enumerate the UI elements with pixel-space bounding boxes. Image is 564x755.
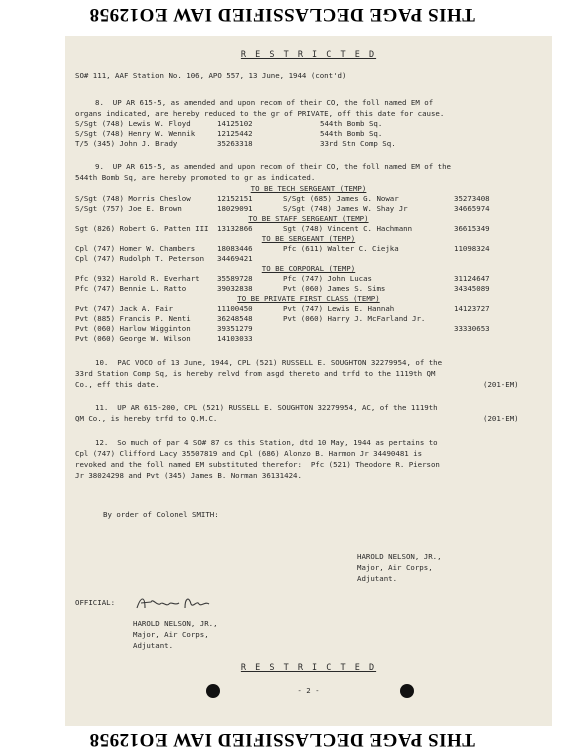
promotion-serial: 11098324 xyxy=(454,244,490,253)
reduction-name: S/Sgt (748) Lewis W. Floyd xyxy=(75,119,191,128)
by-order-line: By order of Colonel SMITH: xyxy=(103,510,219,519)
section-heading: TO BE SERGEANT (TEMP) xyxy=(261,234,356,243)
reduction-serial: 12125442 xyxy=(217,129,253,138)
promotion-name: S/Sgt (685) James G. Nowar xyxy=(283,194,399,203)
signature-title: Adjutant. xyxy=(357,574,398,583)
para9-line2: 544th Bomb Sq, are hereby promoted to gr as indicated. xyxy=(75,173,316,182)
para11-line1: 11. UP AR 615-200, CPL (521) RUSSELL E. SOUGHTON 32279954, AC, of the 1119th xyxy=(95,403,438,412)
signature-name: HAROLD NELSON, JR., xyxy=(357,552,442,561)
promotion-name: Pfc (611) Walter C. Ciejka xyxy=(283,244,399,253)
para12-line3: revoked and the foll named EM substituted therefor: Pfc (521) Theodore R. Pierson xyxy=(75,460,440,469)
promotion-serial: 39351279 xyxy=(217,324,253,333)
para10-line3: Co., eff this date. xyxy=(75,380,160,389)
promotion-name: Pvt (060) Harry J. McFarland Jr. xyxy=(283,314,426,323)
official-title: Adjutant. xyxy=(133,641,174,650)
promotion-serial: 35273408 xyxy=(454,194,490,203)
reduction-unit: 544th Bomb Sq. xyxy=(320,129,383,138)
promotion-name: Pvt (885) Francis P. Nenti xyxy=(75,314,191,323)
signature-rank: Major, Air Corps, xyxy=(357,563,433,572)
promotion-serial: 12152151 xyxy=(217,194,253,203)
promotion-name: Pvt (747) Lewis E. Hannah xyxy=(283,304,395,313)
promotion-name: Pvt (060) James S. Sims xyxy=(283,284,386,293)
document-page xyxy=(65,36,552,726)
para10-line1: 10. PAC VOCO of 13 June, 1944, CPL (521) RUSSELL E. SOUGHTON 32279954, of the xyxy=(95,358,443,367)
promotion-serial: 14123727 xyxy=(454,304,490,313)
para10-line2: 33rd Station Comp Sq, is hereby relvd from asgd thereto and trfd to the 1119th QM xyxy=(75,369,436,378)
section-heading: TO BE STAFF SERGEANT (TEMP) xyxy=(248,214,369,223)
promotion-serial: 34665974 xyxy=(454,204,490,213)
file-tag: (201-EM) xyxy=(483,414,519,423)
promotion-serial: 36615349 xyxy=(454,224,490,233)
promotion-serial: 18029091 xyxy=(217,204,253,213)
promotion-serial: 11100450 xyxy=(217,304,253,313)
promotion-serial: 18083446 xyxy=(217,244,253,253)
promotion-name: Pfc (932) Harold R. Everhart xyxy=(75,274,200,283)
promotion-serial: 33330653 xyxy=(454,324,490,333)
promotion-name: Cpl (747) Rudolph T. Peterson xyxy=(75,254,205,263)
promotion-name: Sgt (826) Robert G. Patten III xyxy=(75,224,209,233)
promotion-serial: 35589728 xyxy=(217,274,253,283)
promotion-serial: 34345089 xyxy=(454,284,490,293)
para8-line2: organs indicated, are hereby reduced to the gr of PRIVATE, off this date for cause. xyxy=(75,109,445,118)
promotion-serial: 13132866 xyxy=(217,224,253,233)
para11-line2: QM Co., is hereby trfd to Q.M.C. xyxy=(75,414,218,423)
promotion-serial: 36248548 xyxy=(217,314,253,323)
promotion-serial: 31124647 xyxy=(454,274,490,283)
reduction-unit: 33rd Stn Comp Sq. xyxy=(320,139,396,148)
reduction-name: S/Sgt (748) Henry W. Wennik xyxy=(75,129,196,138)
section-heading: TO BE PRIVATE FIRST CLASS (TEMP) xyxy=(237,294,380,303)
promotion-serial: 34469421 xyxy=(217,254,253,263)
para12-line4: Jr 38024298 and Pvt (345) James B. Norman 36131424. xyxy=(75,471,302,480)
promotion-name: Sgt (748) Vincent C. Hachmann xyxy=(283,224,413,233)
promotion-name: S/Sgt (748) Morris Cheslow xyxy=(75,194,191,203)
classification-footer: R E S T R I C T E D xyxy=(240,663,377,673)
promotion-serial: 39032838 xyxy=(217,284,253,293)
handwritten-signature xyxy=(133,592,213,614)
promotion-name: Pvt (060) George W. Wilson xyxy=(75,334,191,343)
promotion-name: Cpl (747) Homer W. Chambers xyxy=(75,244,196,253)
reduction-name: T/5 (345) John J. Brady xyxy=(75,139,178,148)
promotion-serial: 14103033 xyxy=(217,334,253,343)
punch-hole xyxy=(206,684,220,698)
official-name: HAROLD NELSON, JR., xyxy=(133,619,218,628)
section-heading: TO BE TECH SERGEANT (TEMP) xyxy=(250,184,367,193)
section-heading: TO BE CORPORAL (TEMP) xyxy=(261,264,356,273)
reduction-serial: 14125102 xyxy=(217,119,253,128)
order-reference: SO# 111, AAF Station No. 106, APO 557, 13 June, 1944 (cont'd) xyxy=(75,71,347,80)
official-label: OFFICIAL: xyxy=(75,598,116,607)
declassified-stamp-top: THIS PAGE DECLASSIFIED IAW EO12958 xyxy=(89,4,475,25)
promotion-name: Pvt (060) Harlow Wigginton xyxy=(75,324,191,333)
para12-line1: 12. So much of par 4 SO# 87 cs this Station, dtd 10 May, 1944 as pertains to xyxy=(95,438,438,447)
para8-line1: 8. UP AR 615-5, as amended and upon recom of their CO, the foll named EM of xyxy=(95,98,434,107)
reduction-unit: 544th Bomb Sq. xyxy=(320,119,383,128)
promotion-name: Pvt (747) Jack A. Fair xyxy=(75,304,173,313)
promotion-name: S/Sgt (748) James W. Shay Jr xyxy=(283,204,408,213)
page-number: - 2 - xyxy=(297,686,320,695)
para9-line1: 9. UP AR 615-5, as amended and upon recom of their CO, the foll named EM of the xyxy=(95,162,451,171)
file-tag: (201-EM) xyxy=(483,380,519,389)
declassified-stamp-bottom: THIS PAGE DECLASSIFIED IAW EO12958 xyxy=(89,729,475,750)
official-rank: Major, Air Corps, xyxy=(133,630,209,639)
punch-hole xyxy=(400,684,414,698)
classification-header: R E S T R I C T E D xyxy=(240,50,377,60)
para12-line2: Cpl (747) Clifford Lacy 35507819 and Cpl (686) Alonzo B. Harmon Jr 34490481 is xyxy=(75,449,423,458)
promotion-name: Pfc (747) Bennie L. Ratto xyxy=(75,284,187,293)
promotion-name: S/Sgt (757) Joe E. Brown xyxy=(75,204,182,213)
promotion-name: Pfc (747) John Lucas xyxy=(283,274,372,283)
reduction-serial: 35263318 xyxy=(217,139,253,148)
